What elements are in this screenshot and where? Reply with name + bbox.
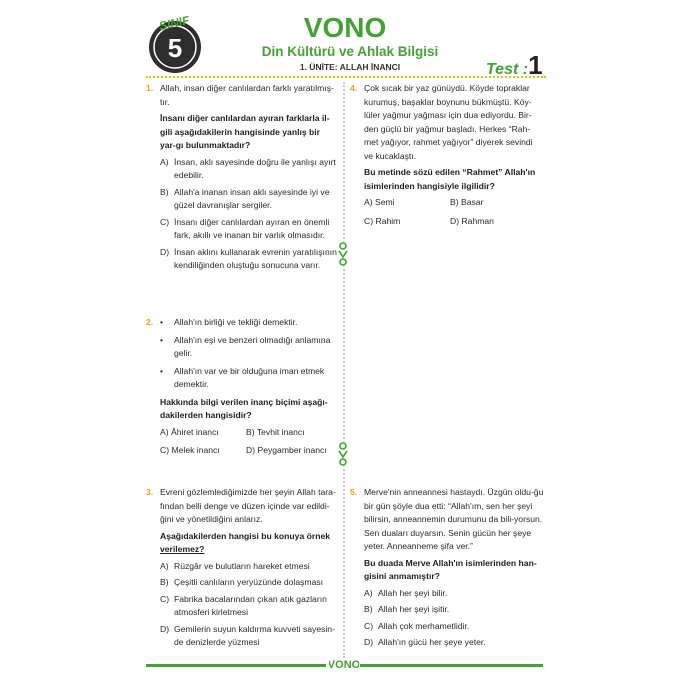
grade-word: SINIF [157,16,191,34]
option-d[interactable]: D) Rahman [450,215,494,226]
option-b[interactable]: B) Basar [450,197,484,207]
option-b[interactable]: B) Allah'a inanan insan aklı sayesinde iyi ve güzel davranışlar sergiler. [160,186,330,210]
question-stem: Çok sıcak bir yaz günüydü. Köyde topraklar kurumuş, başaklar boynunu bükmüştü. Köy-lüler yağmur yağması için dua ediyordu. Bir-den güçlü bir yağmur başladı. Herkes “Rah-met yağıyor, rahmet yağıyor” diyerek sevindi ve kucaklaştı. [364,83,533,161]
question-1 [146,82,338,276]
header-divider [146,76,546,78]
option-d[interactable]: D) İnsan aklını kullanarak evrenin yaratılışının kendiliğinden oluştuğu sonucuna varır. [160,246,337,270]
option-c[interactable]: C) Melek inancı [160,445,220,455]
subject-title: Din Kültürü ve Ahlak Bilgisi [261,44,439,59]
footer-line-right [360,664,543,667]
footer-logo-text: VONO [329,659,359,671]
logo-text: VONO [303,12,387,42]
option-d[interactable]: D) Gemilerin suyun kaldırma kuvveti sayesin-de denizlerde yüzmesi [160,623,335,647]
question-number: 2. [146,317,154,327]
option-c[interactable]: C) Rahim [364,215,401,226]
option-b[interactable]: B) Çeşitli canlıların yeryüzünde dolaşması [160,577,324,587]
question-prompt: Bu metinde sözü edilen “Rahmet” Allah'ın isimlerinden hangisiyle ilgilidir? [364,167,536,191]
option-a[interactable]: A) Rüzgâr ve bulutların hareket etmesi [160,560,310,571]
question-prompt: Hakkında bilgi verilen inanç biçimi aşağı-dakilerden hangisidir? [160,396,328,420]
question-number: 5. [350,487,358,497]
option-c[interactable]: C) Allah çok merhametlidir. [364,620,470,631]
option-a[interactable]: A) Allah her şeyi bilir. [364,587,448,598]
question-number: 4. [350,83,358,93]
option-d[interactable]: D) Peygamber inancı [246,445,327,455]
question-stem: Merve'nin anneannesi hastaydı. Üzgün oldu-ğu bir gün şöyle dua etti: “Allah'ım, sen her şeyi bilirsin, anneannemin durumunu da bili-yorsun. Sen duaları duyarsın. Senin gücün her şeye yeter. Anneanneme şifa ver.” [364,487,544,551]
bullet-item: • Allah'ın eşi ve benzeri olmadığı anlamına gelir. [160,334,331,358]
column-separator [343,82,345,658]
question-stem: Evreni gözlemlediğimizde her şeyin Allah tara-fından belli denge ve düzen içinde var edildi-ğini ve yönetildiğini anlarız. [160,487,336,524]
question-prompt: Bu duada Merve Allah'ın isimlerinden han-gisini anmamıştır? [364,557,537,581]
option-c[interactable]: C) Fabrika bacalarından çıkan atık gazların atmosferi kirletmesi [160,593,327,617]
option-c[interactable]: C) İnsanı diğer canlılardan ayıran en önemli fark, akıllı ve inanan bir varlık olmasıdır. [160,216,330,240]
question-number: 1. [146,83,154,93]
test-label-text: Test : [486,61,529,78]
question-5 [350,486,544,653]
question-prompt: Aşağıdakilerden hangisi bu konuya örnek verilemez? [160,530,331,554]
question-3 [146,486,338,653]
footer-line-left [146,664,326,667]
vono-logo [300,12,390,42]
option-d[interactable]: D) Allah'ın gücü her şeye yeter. [364,637,486,647]
question-2 [146,316,338,458]
unit-title: 1. ÜNİTE: ALLAH İNANCI [299,62,401,72]
separator-logo-icon [336,442,350,466]
option-a[interactable]: A) İnsan, aklı sayesinde doğru ile yanlışı ayırt edebilir. [160,156,336,180]
option-b[interactable]: B) Tevhit inancı [246,426,305,437]
question-prompt: İnsanı diğer canlılardan ayıran farklarla il-gili aşağıdakilerin hangisinde yanlış bir yar-gı bulunmaktadır? [160,113,330,150]
footer-logo [329,657,359,671]
question-number: 3. [146,487,154,497]
test-number: 1 [528,50,543,80]
option-b[interactable]: B) Allah her şeyi işitir. [364,604,450,614]
question-stem: Allah, insan diğer canlılardan farklı yaratılmış-tır. [160,83,334,107]
grade-badge [146,16,204,74]
option-a[interactable]: A) Âhiret inancı [160,426,219,437]
grade-number: 5 [167,33,183,63]
bullet-item: • Allah'ın birliği ve tekliği demektir. [160,317,298,327]
question-4 [350,82,544,228]
separator-logo-icon [336,242,350,266]
bullet-item: • Allah'ın var ve bir olduğuna iman etmek demektir. [160,365,325,389]
option-a[interactable]: A) Semi [364,197,395,207]
grade-badge-graphic [146,16,204,74]
